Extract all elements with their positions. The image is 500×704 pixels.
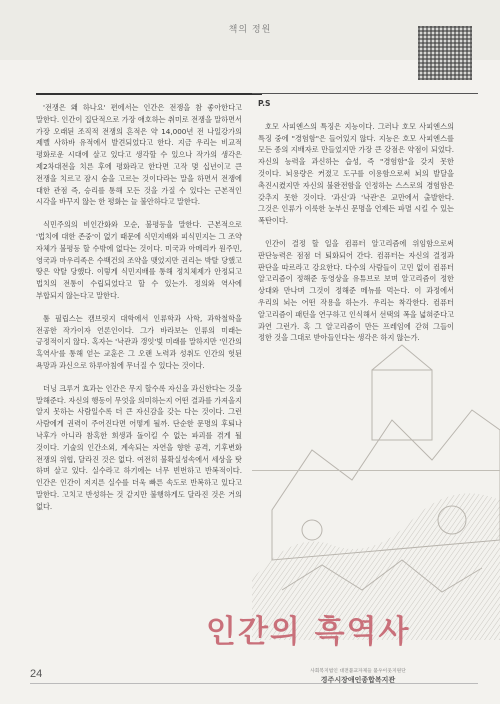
ps-label: P.S xyxy=(258,99,271,108)
section-label: 책의 정원 xyxy=(228,25,272,35)
paragraph: 식민주의의 비인간화와 모순, 불평등을 말한다. 근본적으로 '법치에 대한 존중'이 없기 때문에 식민지배와 피식민지는 그 조약 자체가 불평등 할 수밖에 없다는 것이다. 미국과 아메리카 원주민, 영국과 마우리족은 수백건의 조약을 맺었지만 권리는 박탈 당했고 땅은 약탈 당했다. 이렇게 식민지배를 통해 정치체제가 안정되고 법치의 전통이 수립되었다고 할 수 있는가. 정의와 역사에 부합되지 않는다고 말한다. xyxy=(36,220,242,300)
page-number: 24 xyxy=(30,668,43,680)
paragraph: 인간이 결정 할 일을 컴퓨터 알고리즘에 위임함으로써 판단능력은 점점 더 퇴화되어 간다. 컴퓨터는 자신의 결정과 판단을 따르라고 강요한다. 다수의 사람들이 고민 없이 컴퓨터 알고리즘이 정해준 동영상을 유튜브로 보며 알고리즘이 정한 상대와 만나며 그것이 정해준 메뉴를 먹는다. 이 과정에서 우리의 뇌는 어떤 작용을 하는가. 우리는 착각한다. 컴퓨터 알고리즘이 패턴을 연구하고 인식해서 선택의 폭을 넓혀준다고 과연 그런가. 혹 그 알고리즘이 만든 프레임에 갇혀 그들이 정한 것을 그대로 받아들인다는 생각은 하지 않는가. xyxy=(258,238,454,343)
paragraph: 더닝 크루거 효과는 인간은 무지 할수록 자신을 과신한다는 것을 말해준다. 자신의 행동이 무엇을 의미하는지 어떤 결과를 가져올지 알지 못하는 사람일수록 더 큰 자신감을 갖는 다는 것이다. 그런 사람에게 권력이 주어진다면 어떻게 될까. 단순한 문명의 후퇴나 낙후가 아니라 참혹한 희생과 돌이킬 수 없는 파괴를 겪게 될 것이다. 기술의 인간소외, 계속되는 자연을 향한 공격, 기후변화 전쟁의 위협, 달라진 것은 없다. 여전히 불확실성속에서 세상을 탓 하며 살고 있다. 실수라고 하기에는 너무 빈번하고 반복적이다. 인간은 인간이 저지른 실수를 더욱 빠른 속도로 반복하고 있다고 말한다. 고치고 반성하는 것 같지만 불행하게도 달라진 것은 거의 없다. xyxy=(36,383,242,511)
column-divider-left xyxy=(36,93,262,95)
historical-engraving-illustration xyxy=(252,330,500,640)
paragraph: '전쟁은 왜 하나요' 편에서는 인간은 전쟁을 참 좋아한다고 말한다. 인간이 집단적으로 가장 애호하는 취미로 전쟁을 말하면서 가장 오래된 조직적 전쟁의 흔적은 약 14,000년 전 나일강가의 제벨 사하바 유적에서 발견되었다고 한다. 지금 우리는 비교적 평화로운 시대에 살고 있다고 생각할 수 있으나 작가의 생각은 제2차대전을 치른 후에 평화라고 한다면 고작 몇 십년이고 큰 전쟁을 치르고 잠시 숨을 고르는 것이다라는 말을 하면서 전쟁에 대한 관점 즉, 승리를 통해 모든 것을 가질 수 있다는 근본적인 시각을 바꾸지 않는 한 평화는 늘 불안하다고 말한다. xyxy=(36,103,242,207)
paragraph: 호모 사피엔스의 특징은 지능이다. 그러나 호모 사피엔스의 특징 중에 "경험함"은 들어있지 않다. 지능은 호모 사피엔스를 모든 종의 지배자로 만들었지만 가장 큰 강점은 약점이 되었다. 자신의 능력을 과신하는 습성, 즉 "경험함"을 갖지 못한 것이다. 뇌용량은 커졌고 도구를 이용함으로써 뇌의 발달을 촉진시켰지만 자신의 불완전함을 인정하는 스스로의 경험함은 갖추지 못한 것이다. '과신'과 '낙관'은 교만에서 출발한다. 그것은 인류가 이룩한 눈부신 문명을 언제든 파멸 시킬 수 있는 폭탄이다. xyxy=(258,121,454,226)
footer-subtitle: 사회복지법인 대전불교자제들 불우이웃지원단 xyxy=(310,669,406,674)
qr-code xyxy=(418,26,472,80)
paragraph: 톰 필립스는 캠브릿지 대학에서 인류학과 사학, 과학철학을 전공한 작가이자 언론인이다. 그가 바라보는 인류의 미래는 긍정적이지 않다. 혹자는 '낙관과 갱잇'빛 미래를 말하지만 '인간의 흑역사'를 통해 얻는 교훈은 그 오랜 노력과 성취도 인간의 헛된 욕망과 과신으로 하루아침에 무너질 수 있다는 것이다. xyxy=(36,313,242,370)
column-divider-right xyxy=(252,93,478,94)
footer-organization: 경주시장애인종합복지관 xyxy=(320,676,396,684)
right-column xyxy=(258,98,454,355)
feature-title: 인간의 흑역사 xyxy=(206,614,411,650)
left-column xyxy=(36,102,242,524)
